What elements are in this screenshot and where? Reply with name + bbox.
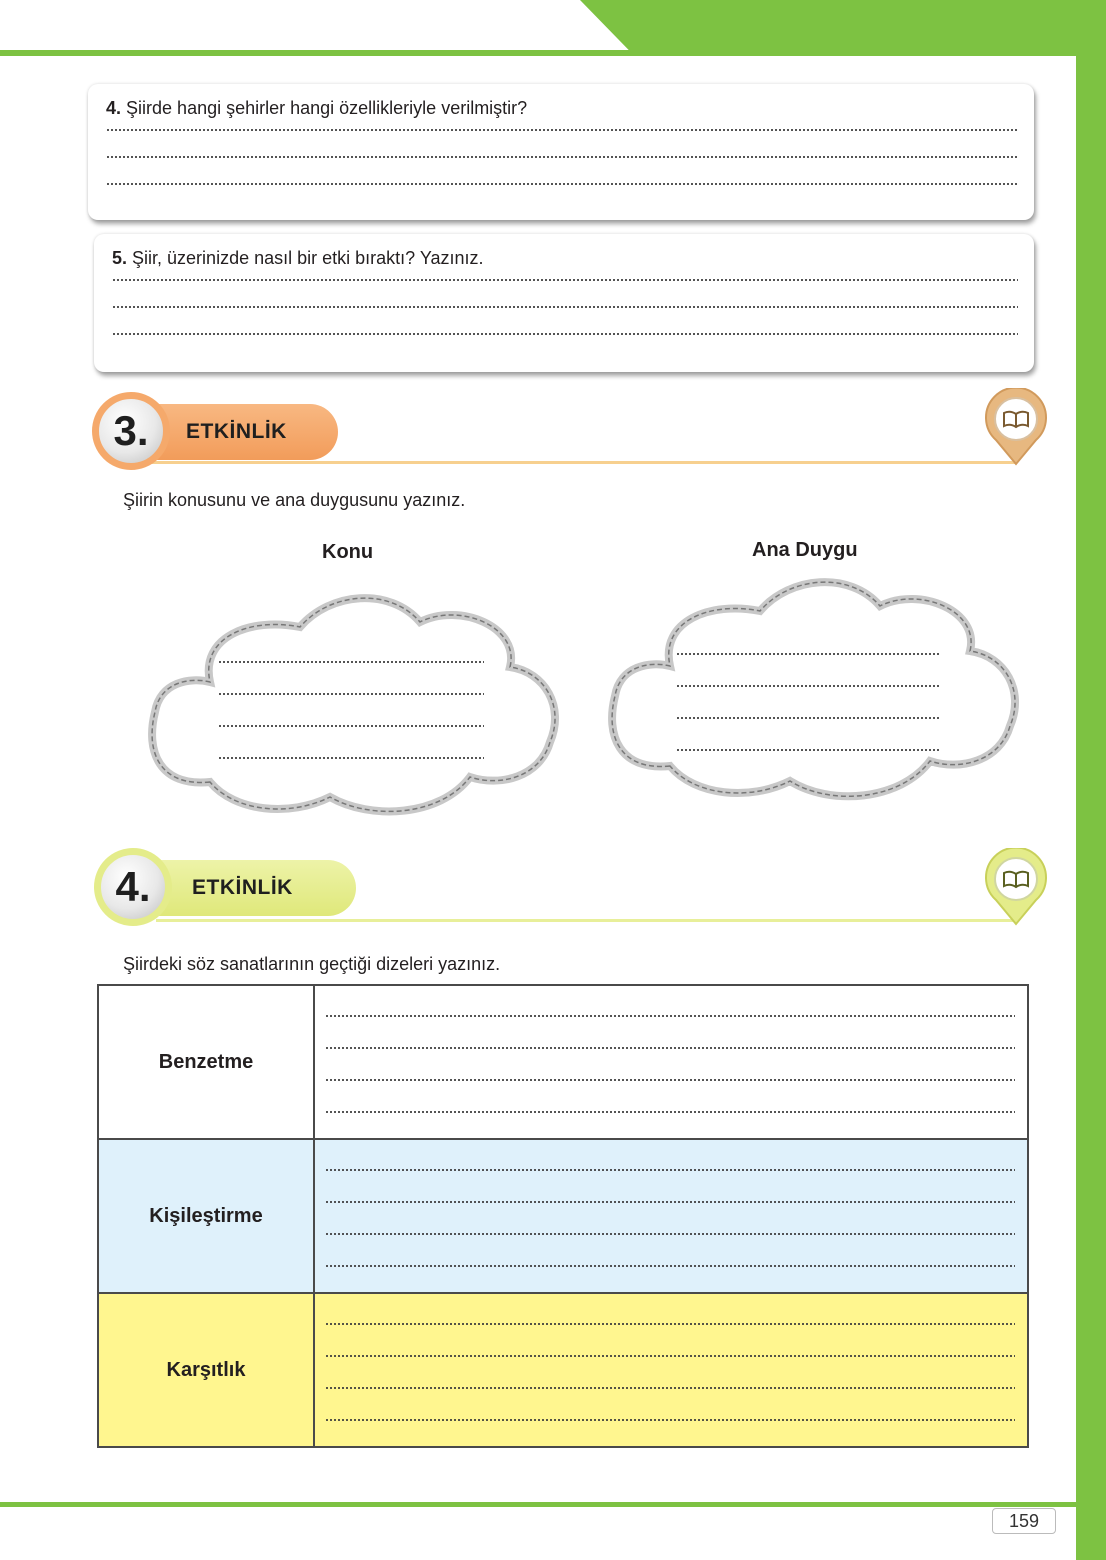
book-pin-icon xyxy=(980,388,1052,466)
answer-line[interactable] xyxy=(325,1265,1015,1267)
cloud-left-lines xyxy=(218,652,484,789)
table-row xyxy=(98,1293,1028,1447)
answer-line[interactable] xyxy=(112,306,1018,308)
answer-line[interactable] xyxy=(325,1111,1015,1113)
answer-line[interactable] xyxy=(218,725,484,727)
answer-line[interactable] xyxy=(325,1079,1015,1081)
answer-line[interactable] xyxy=(112,279,1018,281)
row-label: Karşıtlık xyxy=(98,1293,314,1447)
answer-line[interactable] xyxy=(218,693,484,695)
answer-line[interactable] xyxy=(325,1169,1015,1171)
answer-line[interactable] xyxy=(325,1201,1015,1203)
answer-line[interactable] xyxy=(676,685,940,687)
answer-line[interactable] xyxy=(325,1233,1015,1235)
answer-line[interactable] xyxy=(106,129,1018,131)
answer-line[interactable] xyxy=(112,333,1018,335)
question-5-box xyxy=(94,234,1034,372)
activity-3-number: 3. xyxy=(92,392,170,470)
table-row xyxy=(98,1139,1028,1293)
answer-line[interactable] xyxy=(218,757,484,759)
answer-line[interactable] xyxy=(325,1387,1015,1389)
row-answer-area xyxy=(314,985,1028,1139)
question-4-box xyxy=(88,84,1034,220)
activity-4-label: ETKİNLİK xyxy=(156,860,356,916)
row-label: Kişileştirme xyxy=(98,1139,314,1293)
top-green-tab xyxy=(580,0,1106,54)
row-answer-area xyxy=(314,1139,1028,1293)
answer-line[interactable] xyxy=(325,1323,1015,1325)
page-number: 159 xyxy=(992,1508,1056,1534)
figures-of-speech-table xyxy=(97,984,1029,1448)
answer-line[interactable] xyxy=(325,1419,1015,1421)
answer-line[interactable] xyxy=(325,1355,1015,1357)
cloud-right-lines xyxy=(676,644,940,781)
question-5-text: 5. Şiir, üzerinizde nasıl bir etki bıraktı? Yazınız. xyxy=(112,248,484,268)
answer-line[interactable] xyxy=(106,183,1018,185)
answer-line[interactable] xyxy=(325,1047,1015,1049)
row-label: Benzetme xyxy=(98,985,314,1139)
answer-line[interactable] xyxy=(106,156,1018,158)
bottom-green-bar xyxy=(0,1502,1106,1507)
row-answer-area xyxy=(314,1293,1028,1447)
answer-line[interactable] xyxy=(676,653,940,655)
activity-3-instruction: Şiirin konusunu ve ana duygusunu yazınız. xyxy=(123,490,466,510)
answer-line[interactable] xyxy=(218,661,484,663)
answer-line[interactable] xyxy=(676,749,940,751)
answer-line[interactable] xyxy=(676,717,940,719)
cloud-right-title: Ana Duygu xyxy=(752,539,858,561)
answer-line[interactable] xyxy=(325,1015,1015,1017)
table-row xyxy=(98,985,1028,1139)
right-green-bar xyxy=(1076,0,1106,1560)
activity-4-number: 4. xyxy=(94,848,172,926)
book-pin-icon xyxy=(980,848,1052,926)
activity-3-label: ETKİNLİK xyxy=(150,404,338,460)
activity-4-instruction: Şiirdeki söz sanatlarının geçtiği dizeleri yazınız. xyxy=(123,954,501,974)
activity-3-underline xyxy=(150,461,1016,464)
cloud-left-title: Konu xyxy=(322,541,374,563)
question-4-text: 4. Şiirde hangi şehirler hangi özellikleriyle verilmiştir? xyxy=(106,98,528,118)
activity-4-underline xyxy=(156,919,1016,922)
